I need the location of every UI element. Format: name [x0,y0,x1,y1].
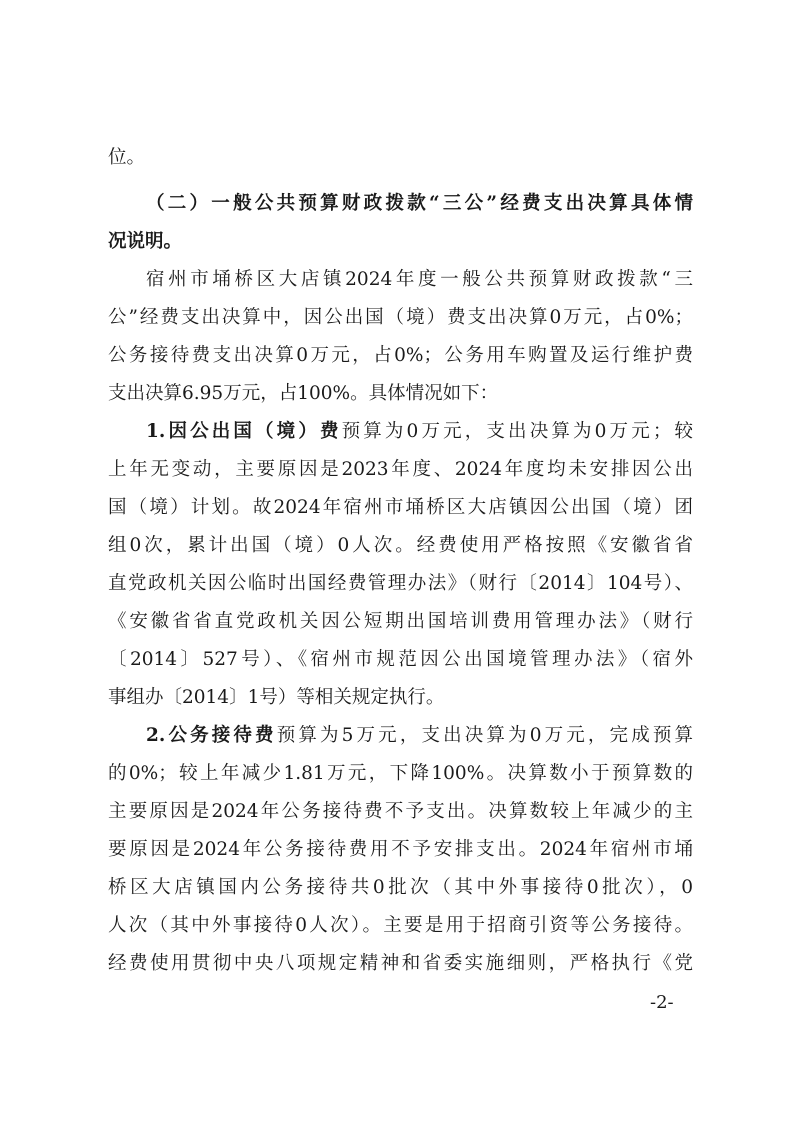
text-line: 事组办〔2014〕1号）等相关规定执行。 [108,687,445,708]
text-line: 人次（其中外事接待0人次）。主要是用于招商引资等公务接待。 [108,915,693,936]
text-line: 国（境）计划。故2024年宿州市埇桥区大店镇因公出国（境）团 [108,497,693,518]
text-line: 1.因公出国（境）费预算为0万元，支出决算为0万元；较 [146,421,693,442]
text-line: 支出决算6.95万元，占100%。具体情况如下： [108,383,499,404]
text-line: 2.公务接待费预算为5万元，支出决算为0万元，完成预算 [146,725,693,746]
text-line: 公”经费支出决算中，因公出国（境）费支出决算0万元，占0%； [108,307,693,328]
text-line: 位。 [108,147,146,168]
text-line: 〔2014〕527号）、《宿州市规范因公出国境管理办法》（宿外 [108,649,693,670]
text-line: 经费使用贯彻中央八项规定精神和省委实施细则，严格执行《党 [108,953,693,974]
text-line: 公务接待费支出决算0万元，占0%；公务用车购置及运行维护费 [108,345,693,366]
text-line: 直党政机关因公临时出国经费管理办法》（财行〔2014〕104号）、 [108,573,693,594]
section-heading: （二）一般公共预算财政拨款“三公”经费支出决算具体情 [146,193,693,214]
item-title: 1.因公出国（境）费 [146,421,342,442]
text-line: 的0%；较上年减少1.81万元，下降100%。决算数小于预算数的 [108,763,693,784]
page-number: -2- [650,992,674,1013]
text-line: 主要原因是2024年公务接待费不予支出。决算数较上年减少的主 [108,801,693,822]
item-title: 2.公务接待费 [146,725,277,746]
text-line: 宿州市埇桥区大店镇2024年度一般公共预算财政拨款“三 [146,269,693,290]
text-line: 组0次，累计出国（境）0人次。经费使用严格按照《安徽省省 [108,535,693,556]
text-line: 桥区大店镇国内公务接待共0批次（其中外事接待0批次），0 [108,877,693,898]
text-line: 《安徽省省直党政机关因公短期出国培训费用管理办法》（财行 [108,611,693,632]
text-line: 要原因是2024年公务接待费用不予安排支出。2024年宿州市埇 [108,839,693,860]
section-heading-cont: 况说明。 [108,231,183,252]
text-line: 上年无变动，主要原因是2023年度、2024年度均未安排因公出 [108,459,693,480]
